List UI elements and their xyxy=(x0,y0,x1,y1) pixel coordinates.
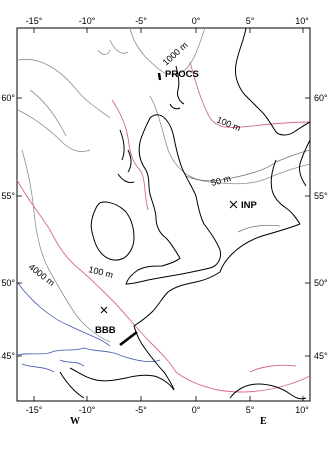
lat-label-right-1: 55° xyxy=(314,191,328,201)
footer-east-label: E xyxy=(260,416,267,427)
lon-label-top-4: 5° xyxy=(245,16,255,26)
lat-ticks xyxy=(17,98,310,356)
lat-label-left-3: 45° xyxy=(1,351,15,361)
lon-label-bottom-1: -10° xyxy=(78,405,96,415)
lat-label-right-0: 60° xyxy=(314,93,328,103)
great-britain-coast xyxy=(126,115,221,284)
map-frame xyxy=(17,28,310,401)
lon-label-top-0: -15° xyxy=(25,16,43,26)
contour-deep-gray xyxy=(18,28,310,342)
lat-label-left-2: 50° xyxy=(1,278,15,288)
lon-label-bottom-4: 5° xyxy=(245,405,255,415)
contour-label-100m-south: 100 m xyxy=(87,264,115,280)
lon-label-bottom-3: 0° xyxy=(191,405,201,415)
lat-label-right-3: 45° xyxy=(314,351,328,361)
footer-west-label: W xyxy=(70,416,80,427)
lon-label-bottom-0: -15° xyxy=(25,405,43,415)
contour-50m xyxy=(186,150,310,232)
ireland-coast xyxy=(91,202,134,260)
procs-label: PROCS xyxy=(165,69,199,80)
inp-marker xyxy=(230,201,237,208)
skagerrak-coast xyxy=(299,140,310,186)
inp-label: INP xyxy=(241,200,257,211)
lon-label-top-2: -5° xyxy=(135,16,147,26)
denmark-coast xyxy=(271,160,300,224)
mediterranean-coast xyxy=(230,384,306,399)
contour-label-4000m: 4000 m xyxy=(26,261,57,289)
lon-label-bottom-2: -5° xyxy=(135,405,147,415)
lat-label-right-2: 50° xyxy=(314,278,328,288)
continental-coast xyxy=(134,224,300,390)
lon-label-top-1: -10° xyxy=(78,16,96,26)
bbb-marker xyxy=(101,307,107,313)
bbb-label: BBB xyxy=(95,325,116,336)
contour-label-1000m: 1000 m xyxy=(160,39,190,68)
bbb-transect-line xyxy=(120,332,137,345)
procs-marker xyxy=(159,73,160,80)
lat-label-left-1: 55° xyxy=(1,191,15,201)
lon-label-bottom-5: 10° xyxy=(295,405,309,415)
contour-100m xyxy=(17,62,310,392)
contour-label-50m: 50 m xyxy=(209,173,232,188)
norway-coast xyxy=(235,28,310,135)
iberia-coast xyxy=(60,368,174,398)
contour-label-100m-north: 100 m xyxy=(215,114,243,134)
lon-label-top-5: 10° xyxy=(295,16,309,26)
lat-label-left-0: 60° xyxy=(1,93,15,103)
contour-4000m xyxy=(18,283,160,372)
land-outlines xyxy=(60,28,310,399)
lon-label-top-3: 0° xyxy=(191,16,201,26)
lon-ticks xyxy=(34,28,303,401)
